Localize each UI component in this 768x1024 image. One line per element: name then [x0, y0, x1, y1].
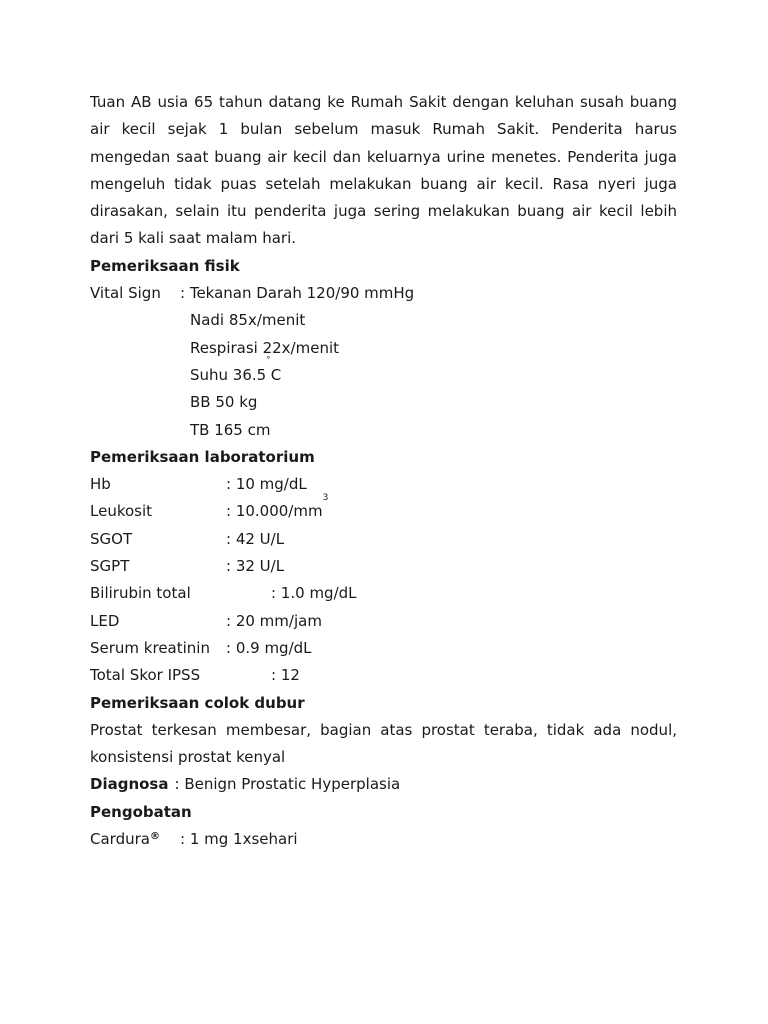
vital-row	[90, 280, 677, 307]
rectal-exam-text: Prostat terkesan membesar, bagian atas prostat teraba, tidak ada nodul, konsistensi prostat kenyal	[90, 720, 677, 767]
lab-value: : 12	[271, 666, 300, 685]
vital-temperature: Suhu 36.5	[190, 365, 267, 384]
vital-sign-label: Vital Sign	[90, 284, 161, 303]
lab-row	[90, 662, 677, 689]
lab-value: : 1.0 mg/dL	[271, 584, 357, 603]
lab-label: Hb	[90, 475, 111, 494]
lab-row	[90, 553, 677, 580]
lab-row	[90, 526, 677, 553]
drug-name: Cardura	[90, 830, 150, 849]
case-intro-paragraph: Tuan AB usia 65 tahun datang ke Rumah Sakit dengan keluhan susah buang air kecil sejak 1 bulan sebelum masuk Rumah Sakit. Penderita harus mengedan saat buang air kecil dan keluarnya urine menetes. Penderita juga mengeluh tidak puas setelah melakukan buang air kecil. Rasa nyeri juga dirasakan, selain itu penderita juga sering melakukan buang air kecil lebih dari 5 kali saat malam hari.	[90, 93, 677, 248]
lab-row	[90, 580, 677, 607]
vital-row	[90, 307, 677, 334]
lab-label: Leukosit	[90, 502, 153, 521]
vital-height: TB 165 cm	[190, 420, 271, 439]
vital-respiration: Respirasi 22x/menit	[190, 338, 340, 357]
vital-pulse: Nadi 85x/menit	[190, 311, 306, 330]
lab-row	[90, 493, 677, 525]
temperature-unit: C	[270, 365, 282, 384]
diagnosis-row	[90, 771, 677, 798]
physical-exam-heading: Pemeriksaan fisik	[90, 256, 240, 275]
lab-label: Total Skor IPSS	[90, 666, 201, 685]
vital-weight: BB 50 kg	[190, 393, 258, 412]
lab-row	[90, 471, 677, 498]
lab-value: : 20 mm/jam	[226, 611, 322, 630]
degree-mark: ˚	[266, 356, 271, 367]
lab-label: SGPT	[90, 557, 130, 576]
treatment-heading: Pengobatan	[90, 802, 192, 821]
lab-row	[90, 635, 677, 662]
lab-value: : 0.9 mg/dL	[226, 638, 312, 657]
lab-value: : 10 mg/dL	[226, 475, 307, 494]
lab-label: Serum kreatinin	[90, 638, 210, 657]
lab-label: LED	[90, 611, 120, 630]
registered-mark: ®	[149, 831, 160, 843]
document-page	[90, 89, 677, 853]
vital-row	[90, 356, 677, 389]
lab-value: : 32 U/L	[226, 557, 285, 576]
diagnosis-value: : Benign Prostatic Hyperplasia	[174, 775, 401, 794]
superscript-cubed: 3	[322, 493, 329, 504]
diagnosis-label: Diagnosa	[90, 775, 169, 794]
lab-label: Bilirubin total	[90, 584, 191, 603]
drug-dose: : 1 mg 1xsehari	[180, 830, 298, 849]
lab-label: SGOT	[90, 529, 133, 548]
rectal-exam-heading: Pemeriksaan colok dubur	[90, 693, 305, 712]
vital-row	[90, 389, 677, 416]
vital-blood-pressure: Tekanan Darah 120/90 mmHg	[189, 284, 415, 303]
treatment-row	[90, 826, 677, 853]
lab-value: : 10.000/mm	[226, 502, 323, 521]
vital-separator: :	[180, 284, 190, 303]
lab-row	[90, 608, 677, 635]
lab-value: : 42 U/L	[226, 529, 285, 548]
lab-exam-heading: Pemeriksaan laboratorium	[90, 447, 315, 466]
vital-row	[90, 417, 677, 444]
vital-row	[90, 335, 677, 362]
